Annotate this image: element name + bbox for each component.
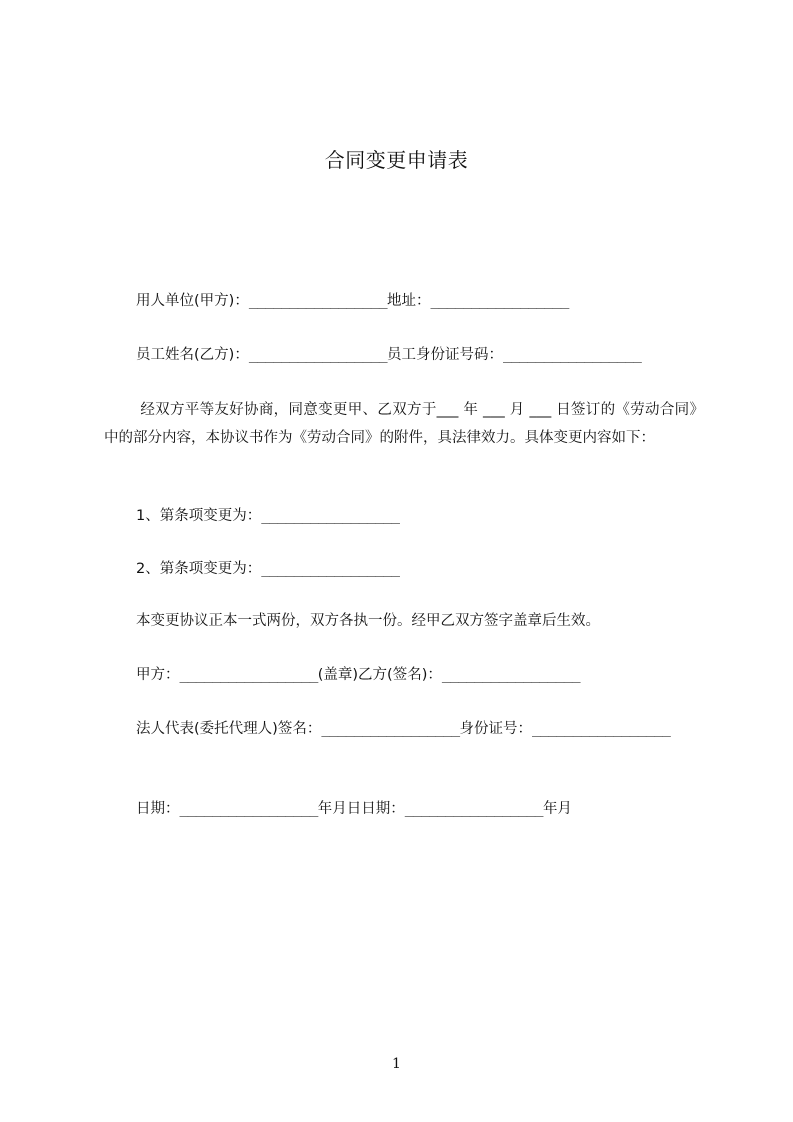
legal-rep-label: 法人代表(委托代理人)签名： — [136, 721, 322, 737]
page-number: 1 — [392, 1056, 401, 1072]
employer-label: 用人单位(甲方)： — [136, 293, 249, 309]
seal-label: (盖章)乙方(签名)： — [317, 667, 442, 683]
item2-line — [136, 559, 399, 579]
date-blank-2: _________________ — [404, 801, 543, 817]
date-end-label: 年月 — [542, 801, 572, 817]
id-blank: _________________ — [503, 347, 642, 363]
agreement-paragraph — [104, 396, 704, 452]
party-a-label: 甲方： — [136, 667, 180, 683]
id-no-label: 身份证号： — [459, 721, 533, 737]
id-no-blank: _________________ — [532, 721, 671, 737]
employee-label: 员工姓名(乙方)： — [136, 347, 249, 363]
address-blank: _________________ — [430, 293, 569, 309]
date-blank-1: _________________ — [179, 801, 318, 817]
employer-line — [136, 291, 569, 311]
legal-rep-blank: _________________ — [321, 721, 460, 737]
item1-line — [136, 506, 399, 526]
party-a-blank: _________________ — [179, 667, 318, 683]
item1-blank: _________________ — [261, 508, 400, 524]
agreement-text: 经双方平等友好协商，同意变更甲、乙双方于___ 年 ___ 月 ___ 日签订的《劳动合同》中的部分内容，本协议书作为《劳动合同》的附件，具法律效力。具体变更内容如下： — [104, 402, 704, 446]
page-title: 合同变更申请表 — [324, 148, 469, 172]
party-b-blank: _________________ — [441, 667, 581, 683]
employee-line — [136, 345, 641, 365]
date-label: 日期： — [136, 801, 180, 817]
id-label: 员工身份证号码： — [387, 347, 504, 363]
copies-text: 本变更协议正本一式两份，双方各执一份。经甲乙双方签字盖章后生效。 — [136, 613, 600, 629]
copies-line — [136, 611, 600, 631]
date-line — [136, 799, 572, 819]
item1-label: 1、第条项变更为： — [136, 508, 262, 524]
date-mid-label: 年月日日期： — [317, 801, 405, 817]
party-a-line — [136, 665, 580, 685]
legal-rep-line — [136, 719, 670, 739]
employee-blank: _________________ — [248, 347, 388, 363]
item2-blank: _________________ — [261, 561, 400, 577]
employer-blank: _________________ — [248, 293, 388, 309]
address-label: 地址： — [387, 293, 431, 309]
item2-label: 2、第条项变更为： — [136, 561, 262, 577]
